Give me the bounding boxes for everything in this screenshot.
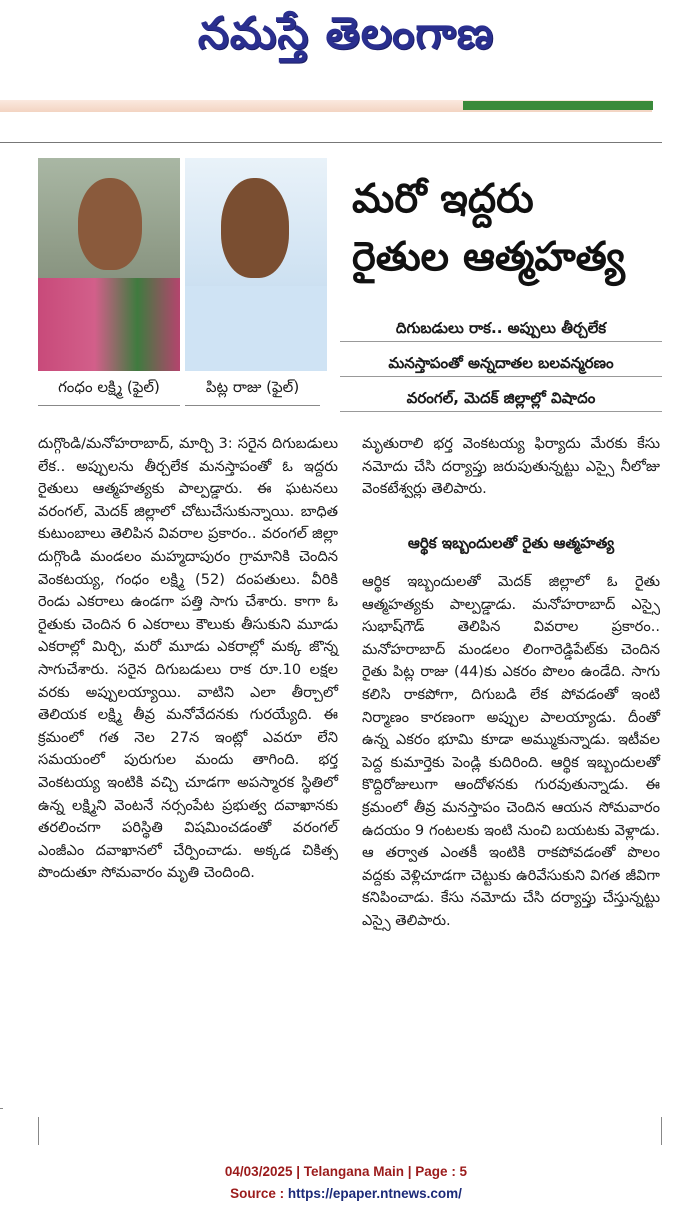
photo-lakshmi-image bbox=[38, 158, 180, 371]
photo-raju bbox=[185, 152, 327, 370]
top-rule bbox=[0, 142, 662, 143]
footer-source-line bbox=[0, 1186, 692, 1201]
footer-date: 04/03/2025 | Telangana Main | Page : 5 bbox=[224, 1164, 468, 1179]
margin-tick bbox=[0, 1108, 3, 1109]
footer-source-label: Source : bbox=[230, 1186, 288, 1201]
caption-raju: పిట్ల రాజు (ఫైల్) bbox=[185, 373, 320, 406]
headline-line1: మరో ఇద్దరు bbox=[352, 176, 534, 222]
deck-line1: దిగుబడులు రాక.. అప్పులు తీర్చలేక bbox=[340, 315, 662, 342]
photo-lakshmi bbox=[38, 152, 180, 370]
footer-date-line bbox=[0, 1164, 692, 1179]
masthead bbox=[0, 0, 692, 70]
subhead: ఆర్థిక ఇబ్బందులతో రైతు ఆత్మహత్య bbox=[407, 534, 615, 552]
bottom-box bbox=[38, 1117, 662, 1145]
masthead-accent bbox=[463, 101, 653, 110]
headline bbox=[352, 170, 672, 286]
photo-raju-image bbox=[185, 158, 327, 371]
body-right-bottom: ఆర్థిక ఇబ్బందులతో మెదక్ జిల్లాలో ఓ రైతు ఆత్మహత్యకు పాల్పడ్డాడు. మనోహరాబాద్ ఎస్సై సుభాష్‌గౌడ్ తెలిపిన వివరాల ప్రకారం.. మనోహరాబాద్ మండలం లింగారెడ్డిపేట్‌కు చెందిన రైతు పిట్ల రాజు (44)కు ఎకరం పొలం ఉండేది. సాగు కలిసి రాకపోగా, దిగుబడి లేక పోవడంతో ఇంటి నిర్మాణం కారణంగా అప్పుల పాలయ్యాడు. దీంతో ఉన్న ఎకరం భూమి కూడా అమ్ముకున్నాడు. ఇటీవల పెద్ద కుమార్తెకు పెండ్లి కుదిరింది. ఆర్థిక ఇబ్బందులతో కొద్దిరోజులుగా ఆందోళనకు గురవుతున్నాడు. ఈ క్రమంలో తీవ్ర మనస్తాపం చెందిన ఆయన సోమవారం ఉదయం 9 గంటలకు ఇంటి నుంచి బయటకు వెళ్లాడు. ఆ తర్వాత ఎంతకీ ఇంటికి రాకపోవడంతో పొలం వద్దకు వెళ్లిచూడగా చెట్టుకు ఉరివేసుకుని విగత జీవిగా కనిపించాడు. కేసు నమోదు చేసి దర్యాప్తు చేస్తున్నట్టు ఎస్సై తెలిపారు. bbox=[362, 573, 660, 929]
masthead-logo: నమస్తే తెలంగాణ bbox=[197, 8, 495, 59]
body-left-column: దుగ్గొండి/మనోహరాబాద్, మార్చి 3: సరైన దిగుబడులు లేక.. అప్పులను తీర్చలేక మనస్తాపంతో ఓ ఇద్దరు రైతులు ఆత్మహత్యకు పాల్పడ్డారు. ఈ ఘటనలు వరంగల్, మెదక్ జిల్లాలో చోటుచేసుకున్నాయి. బాధిత కుటుంబాలు తెలిపిన వివరాల ప్రకారం.. వరంగల్ జిల్లా దుగ్గొండి మండలం మహ్మదాపురం గ్రామానికి చెందిన వెంకటయ్య, గంధం లక్ష్మి (52) దంపతులు. వీరికి రెండు ఎకరాలు ఉండగా పత్తి సాగు చేశారు. కాగా ఓ రైతుకు చెందిన 6 ఎకరాలు కౌలుకు తీసుకుని మూడు ఎకరాల్లో మిర్చి, మరో మూడు ఎకరాల్లో మక్క జొన్న సాగుచేశారు. సరైన దిగుబడులు రాక రూ.10 లక్షల వరకు అప్పులయ్యాయి. వాటిని ఎలా తీర్చాలో తెలియక లక్ష్మి తీవ్ర మనోవేదనకు గురయ్యేది. ఈ క్రమంలో గత నెల 27న ఇంట్లో ఎవరూ లేని సమయంలో పురుగుల మందు తాగింది. భర్త వెంకటయ్య ఇంటికి వచ్చి చూడగా అపస్మారక స్థితిలో ఉన్న లక్ష్మిని వెంటనే నర్సంపేట ప్రభుత్వ దవాఖానకు తరలించగా పరిస్థితి విషమించడంతో వరంగల్ ఎంజీఎం దవాఖానలో చేర్పించాడు. అక్కడ చికిత్స పొందుతూ సోమవారం మృతి చెందింది. bbox=[38, 435, 338, 882]
footer-source-link[interactable]: https://epaper.ntnews.com/ bbox=[287, 1186, 462, 1201]
deck-line2: మనస్తాపంతో అన్నదాతల బలవన్మరణం bbox=[340, 350, 662, 377]
deck-line3: వరంగల్, మెదక్ జిల్లాల్లో విషాదం bbox=[340, 385, 662, 412]
headline-line2: రైతుల ఆత్మహత్య bbox=[352, 234, 625, 280]
caption-lakshmi: గంధం లక్ష్మి (ఫైల్) bbox=[38, 373, 180, 406]
body-right-top: మృతురాలి భర్త వెంకటయ్య ఫిర్యాదు మేరకు కేసు నమోదు చేసి దర్యాప్తు జరుపుతున్నట్టు ఎస్సై నీలోజు వెంకటేశ్వర్లు తెలిపారు. bbox=[362, 435, 660, 498]
